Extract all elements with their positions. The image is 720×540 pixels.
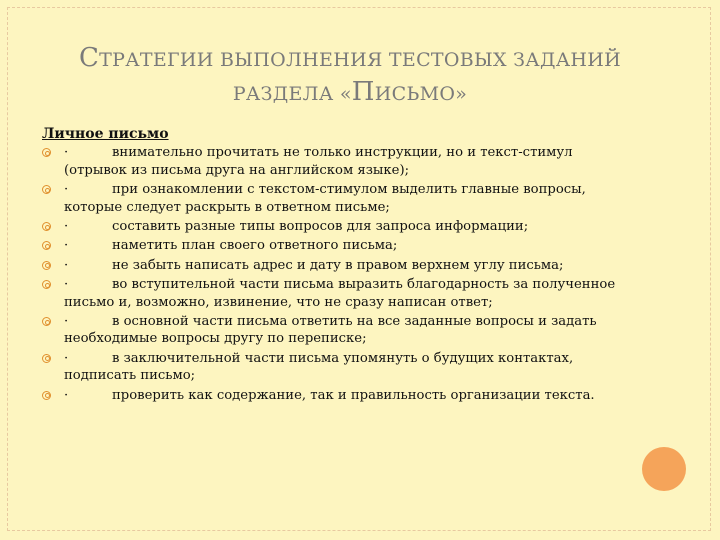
bullet-marker: · xyxy=(64,387,69,403)
title-line-1-initial: С xyxy=(78,43,100,73)
bullet-list xyxy=(40,144,625,404)
list-item-text: в основной части письма ответить на все заданные вопросы и задать необходимые вопросы другу по переписке; xyxy=(64,314,597,347)
list-item xyxy=(40,257,625,274)
bullet-circle-icon xyxy=(42,222,51,231)
list-item xyxy=(40,387,625,404)
decorative-circle xyxy=(642,447,686,491)
list-item xyxy=(40,313,625,348)
list-item-text: составить разные типы вопросов для запроса информации; xyxy=(112,219,529,235)
bullet-marker: · xyxy=(64,238,69,254)
title-line-2-text: ИСЬМО» xyxy=(374,82,468,105)
list-item xyxy=(40,218,625,235)
title-line-1 xyxy=(40,42,660,76)
bullet-marker: · xyxy=(64,145,69,161)
list-item xyxy=(40,181,625,216)
list-item xyxy=(40,276,625,311)
bullet-marker: · xyxy=(64,257,69,273)
bullet-circle-icon xyxy=(42,280,51,289)
bullet-circle-icon xyxy=(42,354,51,363)
bullet-circle-icon xyxy=(42,241,51,250)
title-line-2-initial: П xyxy=(351,76,375,107)
bullet-circle-icon xyxy=(42,261,51,270)
list-item xyxy=(40,237,625,254)
list-item-text: при ознакомлении с текстом-стимулом выделить главные вопросы, которые следует раскрыть в ответном письме; xyxy=(64,182,586,215)
bullet-circle-icon xyxy=(42,391,51,400)
content xyxy=(40,126,625,406)
list-item xyxy=(40,144,625,179)
list-item-text: не забыть написать адрес и дату в правом верхнем углу письма; xyxy=(112,257,564,273)
list-item-text: проверить как содержание, так и правильность организации текста. xyxy=(112,387,595,403)
list-item-text: внимательно прочитать не только инструкции, но и текст-стимул (отрывок из письма друга на английском языке); xyxy=(64,145,573,178)
title-line-1-text: ТРАТЕГИИ ВЫПОЛНЕНИЯ ТЕСТОВЫХ ЗАДАНИЙ xyxy=(99,49,622,71)
bullet-marker: · xyxy=(64,182,69,198)
bullet-circle-icon xyxy=(42,185,51,194)
slide-title xyxy=(40,42,660,110)
list-item-text: во вступительной части письма выразить благодарность за полученное письмо и, возможно, извинение, что не сразу написан ответ; xyxy=(64,277,616,310)
bullet-marker: · xyxy=(64,219,69,235)
list-item xyxy=(40,350,625,385)
bullet-marker: · xyxy=(64,350,69,366)
title-line-2-prefix: РАЗДЕЛА « xyxy=(232,82,352,105)
bullet-circle-icon xyxy=(42,148,51,157)
bullet-circle-icon xyxy=(42,317,51,326)
bullet-marker: · xyxy=(64,314,69,330)
section-heading: Личное письмо xyxy=(42,126,169,142)
list-item-text: наметить план своего ответного письма; xyxy=(112,238,398,254)
title-line-2 xyxy=(40,76,660,110)
list-item-text: в заключительной части письма упомянуть о будущих контактах, подписать письмо; xyxy=(64,350,574,384)
bullet-marker: · xyxy=(64,277,69,293)
